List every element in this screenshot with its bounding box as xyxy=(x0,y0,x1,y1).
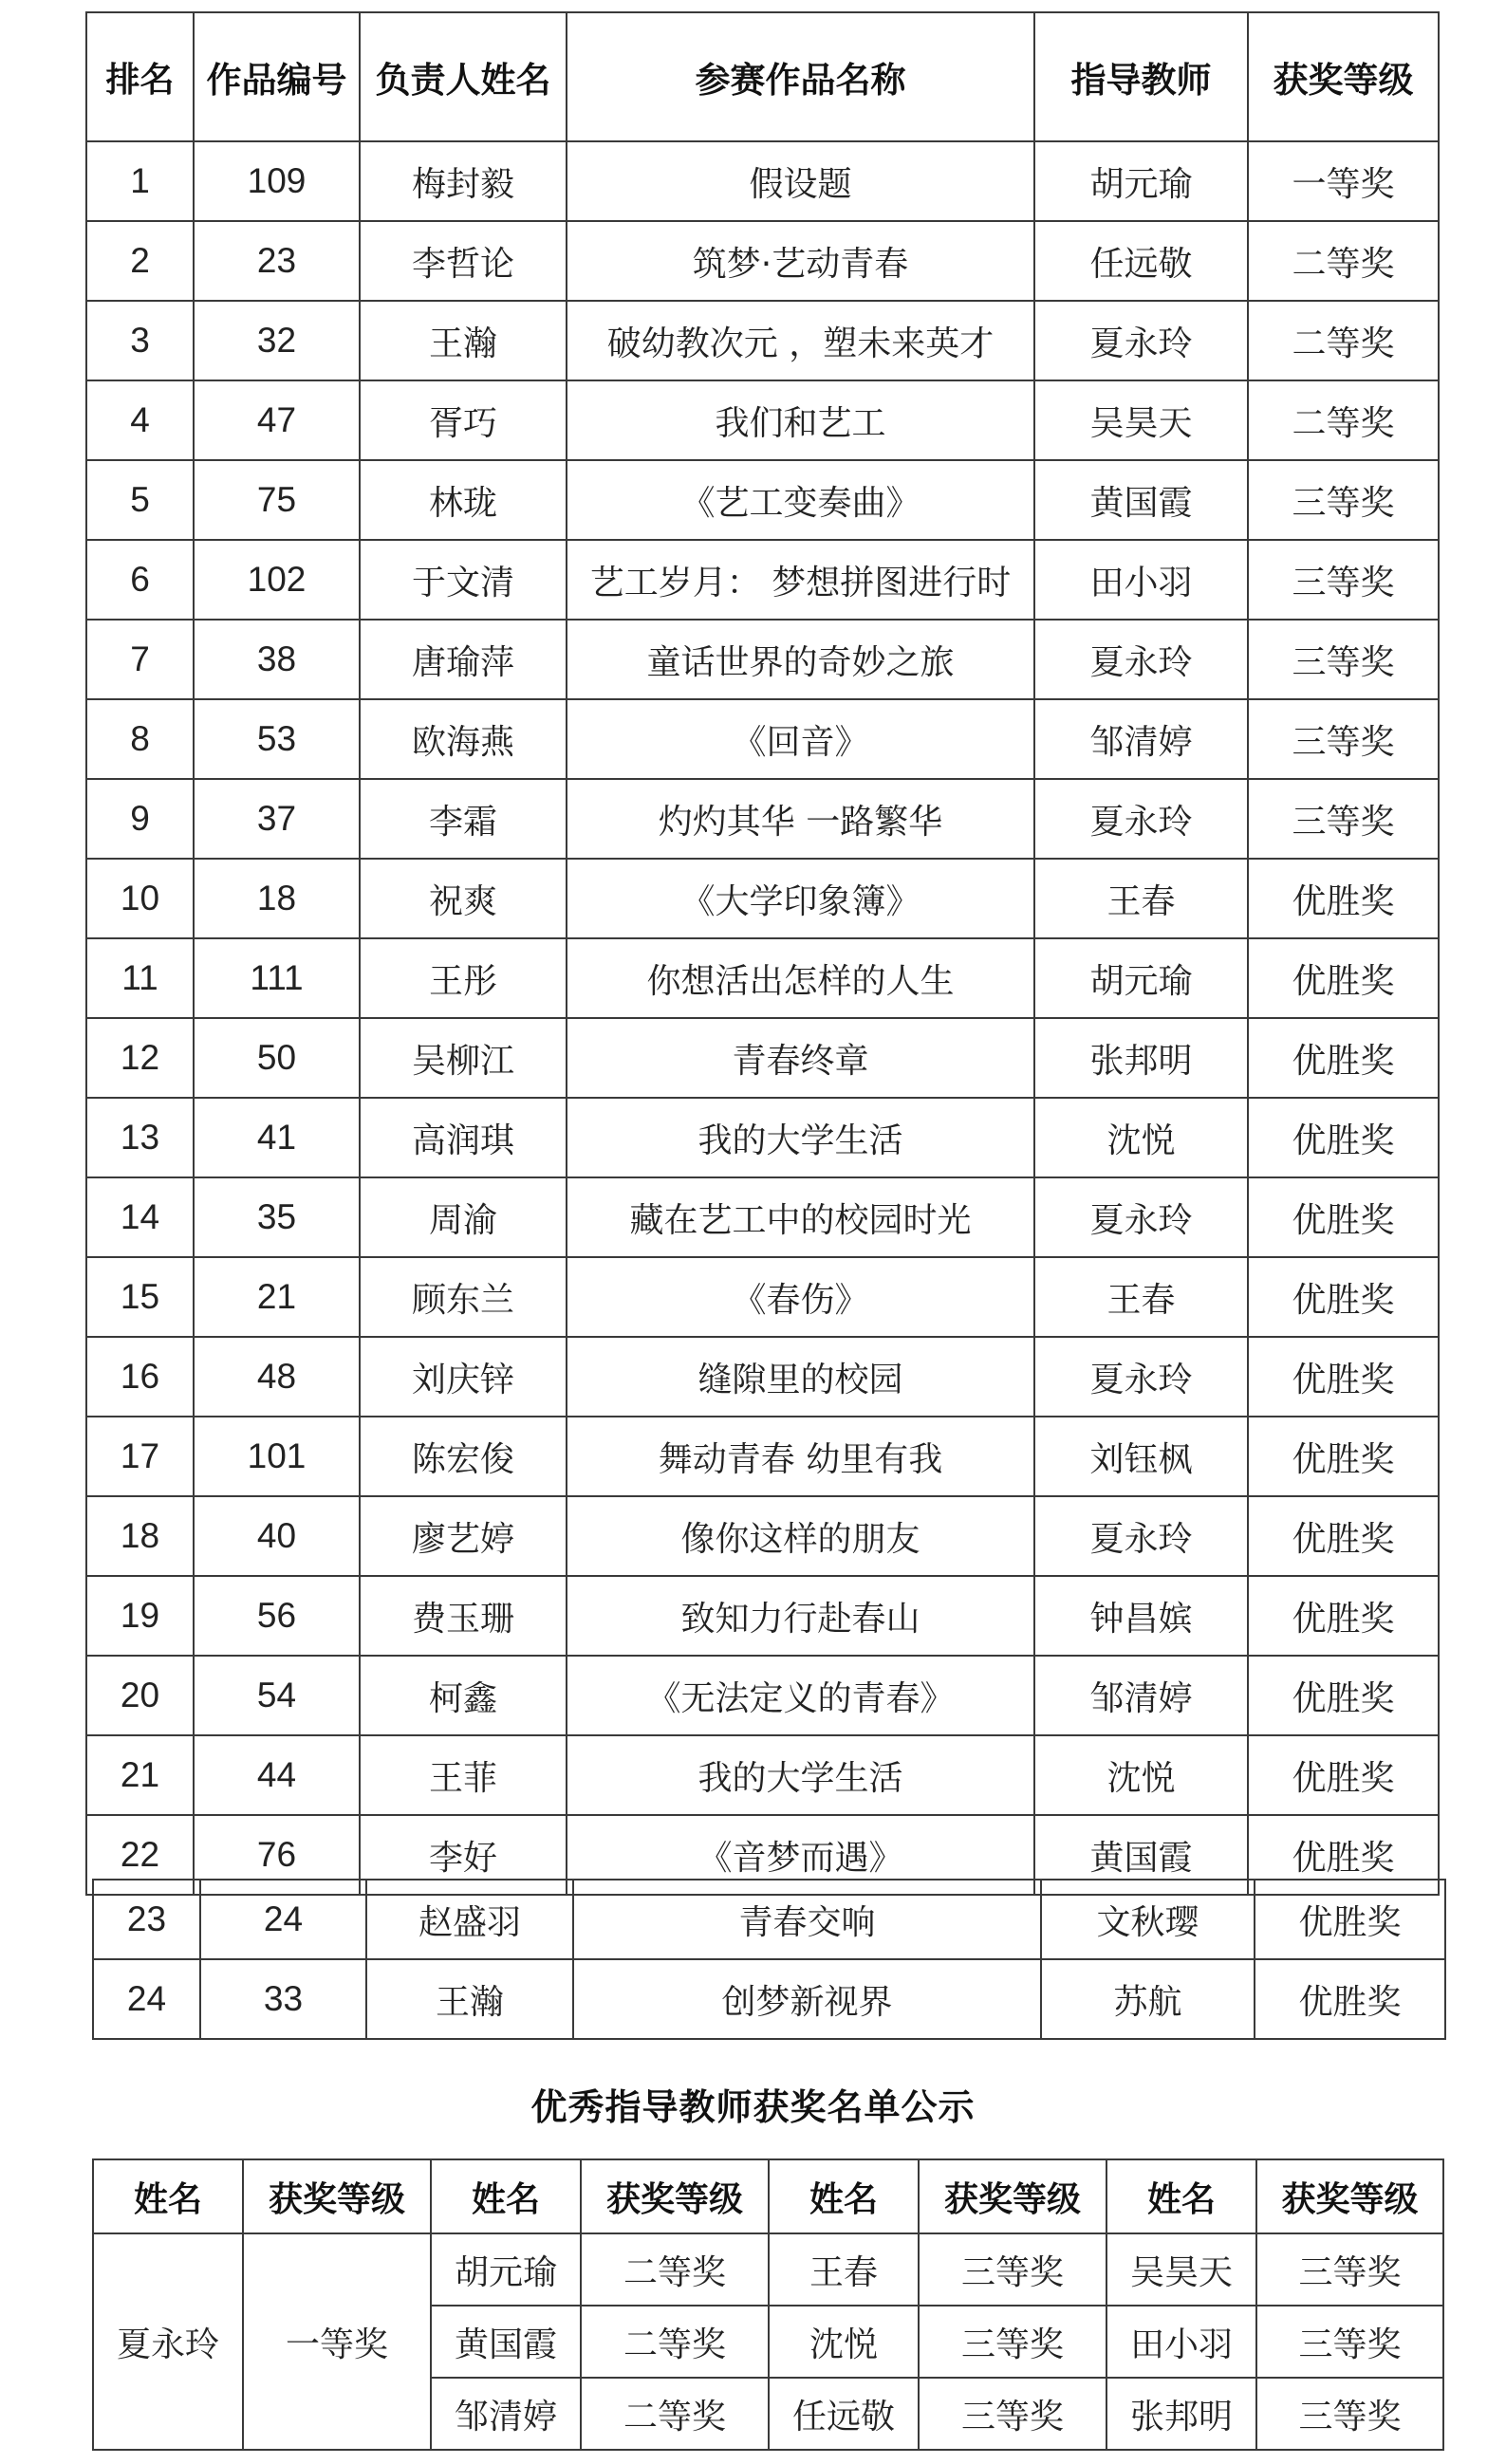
teacher-header-name: 姓名 xyxy=(1106,2159,1256,2233)
work-title-cell: 我的大学生活 xyxy=(567,1735,1034,1815)
leader-name-cell: 唐瑜萍 xyxy=(360,620,567,699)
teacher-level-cell: 二等奖 xyxy=(581,2378,769,2450)
award-level-cell: 三等奖 xyxy=(1248,460,1439,540)
advisor-cell: 刘钰枫 xyxy=(1034,1417,1248,1496)
award-level-cell: 二等奖 xyxy=(1248,301,1439,380)
work-id-cell: 75 xyxy=(194,460,360,540)
leader-name-cell: 王菲 xyxy=(360,1735,567,1815)
table-row xyxy=(86,1177,1439,1257)
teacher-name-cell: 胡元瑜 xyxy=(431,2233,581,2306)
work-id-cell: 54 xyxy=(194,1656,360,1735)
leader-name-cell: 李哲论 xyxy=(360,221,567,301)
table-row xyxy=(86,141,1439,221)
award-level-cell: 优胜奖 xyxy=(1255,1880,1445,1959)
header-work-title: 参赛作品名称 xyxy=(567,12,1034,141)
award-level-cell: 二等奖 xyxy=(1248,221,1439,301)
header-leader-name: 负责人姓名 xyxy=(360,12,567,141)
advisor-cell: 文秋璎 xyxy=(1041,1880,1255,1959)
rank-cell: 17 xyxy=(86,1417,194,1496)
table-row xyxy=(86,699,1439,779)
work-id-cell: 109 xyxy=(194,141,360,221)
teacher-name-cell: 邹清婷 xyxy=(431,2378,581,2450)
award-level-cell: 二等奖 xyxy=(1248,380,1439,460)
advisor-cell: 夏永玲 xyxy=(1034,620,1248,699)
work-id-cell: 41 xyxy=(194,1098,360,1177)
work-title-cell: 青春终章 xyxy=(567,1018,1034,1098)
rank-cell: 14 xyxy=(86,1177,194,1257)
teacher-row xyxy=(93,2233,1443,2306)
work-title-cell: 《春伤》 xyxy=(567,1257,1034,1337)
award-level-cell: 优胜奖 xyxy=(1248,938,1439,1018)
leader-name-cell: 于文清 xyxy=(360,540,567,620)
table-row xyxy=(86,1257,1439,1337)
work-id-cell: 23 xyxy=(194,221,360,301)
award-level-cell: 优胜奖 xyxy=(1248,1815,1439,1895)
award-table-continuation-body xyxy=(93,1880,1445,2039)
work-title-cell: 舞动青春 幼里有我 xyxy=(567,1417,1034,1496)
work-title-cell: 破幼教次元 ，塑未来英才 xyxy=(567,301,1034,380)
work-id-cell: 35 xyxy=(194,1177,360,1257)
work-id-cell: 53 xyxy=(194,699,360,779)
rank-cell: 13 xyxy=(86,1098,194,1177)
advisor-cell: 钟昌嫔 xyxy=(1034,1576,1248,1656)
leader-name-cell: 李好 xyxy=(360,1815,567,1895)
rank-cell: 3 xyxy=(86,301,194,380)
teacher-header-level: 获奖等级 xyxy=(1256,2159,1443,2233)
award-level-cell: 优胜奖 xyxy=(1248,1496,1439,1576)
teacher-header-name: 姓名 xyxy=(93,2159,243,2233)
advisor-cell: 沈悦 xyxy=(1034,1098,1248,1177)
work-title-cell: 假设题 xyxy=(567,141,1034,221)
table-row xyxy=(86,221,1439,301)
work-title-cell: 《音梦而遇》 xyxy=(567,1815,1034,1895)
award-table-body xyxy=(86,141,1439,1895)
rank-cell: 16 xyxy=(86,1337,194,1417)
work-id-cell: 102 xyxy=(194,540,360,620)
teacher-name-cell: 王春 xyxy=(769,2233,919,2306)
advisor-cell: 王春 xyxy=(1034,859,1248,938)
work-id-cell: 47 xyxy=(194,380,360,460)
leader-name-cell: 祝爽 xyxy=(360,859,567,938)
leader-name-cell: 梅封毅 xyxy=(360,141,567,221)
award-level-cell: 优胜奖 xyxy=(1248,1576,1439,1656)
teacher-level-cell: 二等奖 xyxy=(581,2306,769,2378)
rank-cell: 6 xyxy=(86,540,194,620)
work-id-cell: 18 xyxy=(194,859,360,938)
award-level-cell: 优胜奖 xyxy=(1255,1959,1445,2039)
table-row xyxy=(86,1576,1439,1656)
teacher-header-level: 获奖等级 xyxy=(243,2159,431,2233)
teacher-name-cell: 吴昊天 xyxy=(1106,2233,1256,2306)
advisor-cell: 邹清婷 xyxy=(1034,699,1248,779)
leader-name-cell: 林珑 xyxy=(360,460,567,540)
table-row xyxy=(86,460,1439,540)
advisor-cell: 黄国霞 xyxy=(1034,460,1248,540)
header-award-level: 获奖等级 xyxy=(1248,12,1439,141)
advisor-cell: 王春 xyxy=(1034,1257,1248,1337)
work-id-cell: 111 xyxy=(194,938,360,1018)
leader-name-cell: 刘庆锌 xyxy=(360,1337,567,1417)
leader-name-cell: 欧海燕 xyxy=(360,699,567,779)
table-row xyxy=(86,938,1439,1018)
work-title-cell: 童话世界的奇妙之旅 xyxy=(567,620,1034,699)
advisor-cell: 夏永玲 xyxy=(1034,301,1248,380)
work-title-cell: 青春交响 xyxy=(573,1880,1041,1959)
teacher-header-name: 姓名 xyxy=(431,2159,581,2233)
teacher-header-name: 姓名 xyxy=(769,2159,919,2233)
leader-name-cell: 费玉珊 xyxy=(360,1576,567,1656)
award-level-cell: 优胜奖 xyxy=(1248,1018,1439,1098)
advisor-cell: 黄国霞 xyxy=(1034,1815,1248,1895)
work-id-cell: 32 xyxy=(194,301,360,380)
leader-name-cell: 顾东兰 xyxy=(360,1257,567,1337)
table-row xyxy=(86,1018,1439,1098)
rank-cell: 18 xyxy=(86,1496,194,1576)
table-row xyxy=(86,1098,1439,1177)
leader-name-cell: 赵盛羽 xyxy=(366,1880,573,1959)
work-id-cell: 40 xyxy=(194,1496,360,1576)
teacher-header-level: 获奖等级 xyxy=(581,2159,769,2233)
award-level-cell: 三等奖 xyxy=(1248,620,1439,699)
rank-cell: 8 xyxy=(86,699,194,779)
work-title-cell: 筑梦·艺动青春 xyxy=(567,221,1034,301)
award-level-cell: 优胜奖 xyxy=(1248,859,1439,938)
teacher-level-cell: 三等奖 xyxy=(1256,2378,1443,2450)
teacher-level-cell: 二等奖 xyxy=(581,2233,769,2306)
advisor-cell: 胡元瑜 xyxy=(1034,141,1248,221)
work-title-cell: 藏在艺工中的校园时光 xyxy=(567,1177,1034,1257)
teacher-award-title: 优秀指导教师获奖名单公示 xyxy=(530,2086,976,2128)
leader-name-cell: 王瀚 xyxy=(360,301,567,380)
table-row xyxy=(93,1959,1445,2039)
leader-name-cell: 高润琪 xyxy=(360,1098,567,1177)
work-id-cell: 37 xyxy=(194,779,360,859)
rank-cell: 23 xyxy=(93,1880,200,1959)
advisor-cell: 夏永玲 xyxy=(1034,1337,1248,1417)
first-prize-teacher-name: 夏永玲 xyxy=(93,2233,243,2450)
award-level-cell: 三等奖 xyxy=(1248,699,1439,779)
work-id-cell: 33 xyxy=(200,1959,366,2039)
work-title-cell: 《艺工变奏曲》 xyxy=(567,460,1034,540)
table-row xyxy=(86,1656,1439,1735)
table-row xyxy=(86,1735,1439,1815)
award-level-cell: 优胜奖 xyxy=(1248,1656,1439,1735)
teacher-name-cell: 沈悦 xyxy=(769,2306,919,2378)
work-id-cell: 21 xyxy=(194,1257,360,1337)
teacher-name-cell: 张邦明 xyxy=(1106,2378,1256,2450)
table-row xyxy=(86,859,1439,938)
rank-cell: 11 xyxy=(86,938,194,1018)
leader-name-cell: 王瀚 xyxy=(366,1959,573,2039)
teacher-name-cell: 田小羽 xyxy=(1106,2306,1256,2378)
table-row xyxy=(86,1337,1439,1417)
work-title-cell: 创梦新视界 xyxy=(573,1959,1041,2039)
work-id-cell: 24 xyxy=(200,1880,366,1959)
table-row xyxy=(86,1417,1439,1496)
work-id-cell: 48 xyxy=(194,1337,360,1417)
teacher-name-cell: 任远敬 xyxy=(769,2378,919,2450)
work-title-cell: 缝隙里的校园 xyxy=(567,1337,1034,1417)
work-title-cell: 《回音》 xyxy=(567,699,1034,779)
work-id-cell: 76 xyxy=(194,1815,360,1895)
advisor-cell: 张邦明 xyxy=(1034,1018,1248,1098)
advisor-cell: 田小羽 xyxy=(1034,540,1248,620)
work-title-cell: 艺工岁月： 梦想拼图进行时 xyxy=(567,540,1034,620)
award-table-continuation xyxy=(92,1879,1446,2040)
award-level-cell: 优胜奖 xyxy=(1248,1098,1439,1177)
rank-cell: 24 xyxy=(93,1959,200,2039)
award-level-cell: 优胜奖 xyxy=(1248,1735,1439,1815)
advisor-cell: 任远敬 xyxy=(1034,221,1248,301)
award-level-cell: 优胜奖 xyxy=(1248,1417,1439,1496)
work-title-cell: 我的大学生活 xyxy=(567,1098,1034,1177)
work-id-cell: 56 xyxy=(194,1576,360,1656)
teacher-level-cell: 三等奖 xyxy=(919,2233,1106,2306)
rank-cell: 7 xyxy=(86,620,194,699)
first-prize-teacher-level: 一等奖 xyxy=(243,2233,431,2450)
leader-name-cell: 吴柳江 xyxy=(360,1018,567,1098)
leader-name-cell: 陈宏俊 xyxy=(360,1417,567,1496)
teacher-name-cell: 黄国霞 xyxy=(431,2306,581,2378)
rank-cell: 10 xyxy=(86,859,194,938)
table-row xyxy=(86,540,1439,620)
work-id-cell: 38 xyxy=(194,620,360,699)
leader-name-cell: 李霜 xyxy=(360,779,567,859)
award-level-cell: 优胜奖 xyxy=(1248,1337,1439,1417)
work-title-cell: 灼灼其华 一路繁华 xyxy=(567,779,1034,859)
work-id-cell: 44 xyxy=(194,1735,360,1815)
advisor-cell: 吴昊天 xyxy=(1034,380,1248,460)
advisor-cell: 夏永玲 xyxy=(1034,1496,1248,1576)
leader-name-cell: 柯鑫 xyxy=(360,1656,567,1735)
work-title-cell: 你想活出怎样的人生 xyxy=(567,938,1034,1018)
rank-cell: 21 xyxy=(86,1735,194,1815)
award-level-cell: 三等奖 xyxy=(1248,540,1439,620)
teacher-award-table xyxy=(92,2158,1444,2451)
teacher-header-level: 获奖等级 xyxy=(919,2159,1106,2233)
rank-cell: 20 xyxy=(86,1656,194,1735)
leader-name-cell: 王彤 xyxy=(360,938,567,1018)
rank-cell: 1 xyxy=(86,141,194,221)
rank-cell: 4 xyxy=(86,380,194,460)
teacher-level-cell: 三等奖 xyxy=(919,2306,1106,2378)
table-row xyxy=(86,1496,1439,1576)
rank-cell: 12 xyxy=(86,1018,194,1098)
rank-cell: 15 xyxy=(86,1257,194,1337)
leader-name-cell: 周渝 xyxy=(360,1177,567,1257)
rank-cell: 5 xyxy=(86,460,194,540)
award-level-cell: 一等奖 xyxy=(1248,141,1439,221)
rank-cell: 22 xyxy=(86,1815,194,1895)
advisor-cell: 胡元瑜 xyxy=(1034,938,1248,1018)
work-title-cell: 《大学印象簿》 xyxy=(567,859,1034,938)
advisor-cell: 邹清婷 xyxy=(1034,1656,1248,1735)
award-table xyxy=(85,11,1440,1896)
work-id-cell: 50 xyxy=(194,1018,360,1098)
header-advisor: 指导教师 xyxy=(1034,12,1248,141)
teacher-level-cell: 三等奖 xyxy=(1256,2233,1443,2306)
award-level-cell: 优胜奖 xyxy=(1248,1257,1439,1337)
advisor-cell: 沈悦 xyxy=(1034,1735,1248,1815)
advisor-cell: 苏航 xyxy=(1041,1959,1255,2039)
work-id-cell: 101 xyxy=(194,1417,360,1496)
rank-cell: 9 xyxy=(86,779,194,859)
table-row xyxy=(86,779,1439,859)
teacher-table-header-row xyxy=(93,2159,1443,2233)
header-rank: 排名 xyxy=(86,12,194,141)
work-title-cell: 像你这样的朋友 xyxy=(567,1496,1034,1576)
table-row xyxy=(93,1880,1445,1959)
award-level-cell: 三等奖 xyxy=(1248,779,1439,859)
leader-name-cell: 胥巧 xyxy=(360,380,567,460)
award-level-cell: 优胜奖 xyxy=(1248,1177,1439,1257)
award-table-header-row xyxy=(86,12,1439,141)
work-title-cell: 《无法定义的青春》 xyxy=(567,1656,1034,1735)
teacher-level-cell: 三等奖 xyxy=(1256,2306,1443,2378)
work-title-cell: 致知力行赴春山 xyxy=(567,1576,1034,1656)
table-row xyxy=(86,620,1439,699)
table-row xyxy=(86,301,1439,380)
rank-cell: 2 xyxy=(86,221,194,301)
work-title-cell: 我们和艺工 xyxy=(567,380,1034,460)
teacher-level-cell: 三等奖 xyxy=(919,2378,1106,2450)
advisor-cell: 夏永玲 xyxy=(1034,779,1248,859)
table-row xyxy=(86,380,1439,460)
advisor-cell: 夏永玲 xyxy=(1034,1177,1248,1257)
rank-cell: 19 xyxy=(86,1576,194,1656)
leader-name-cell: 廖艺婷 xyxy=(360,1496,567,1576)
header-work-id: 作品编号 xyxy=(194,12,360,141)
